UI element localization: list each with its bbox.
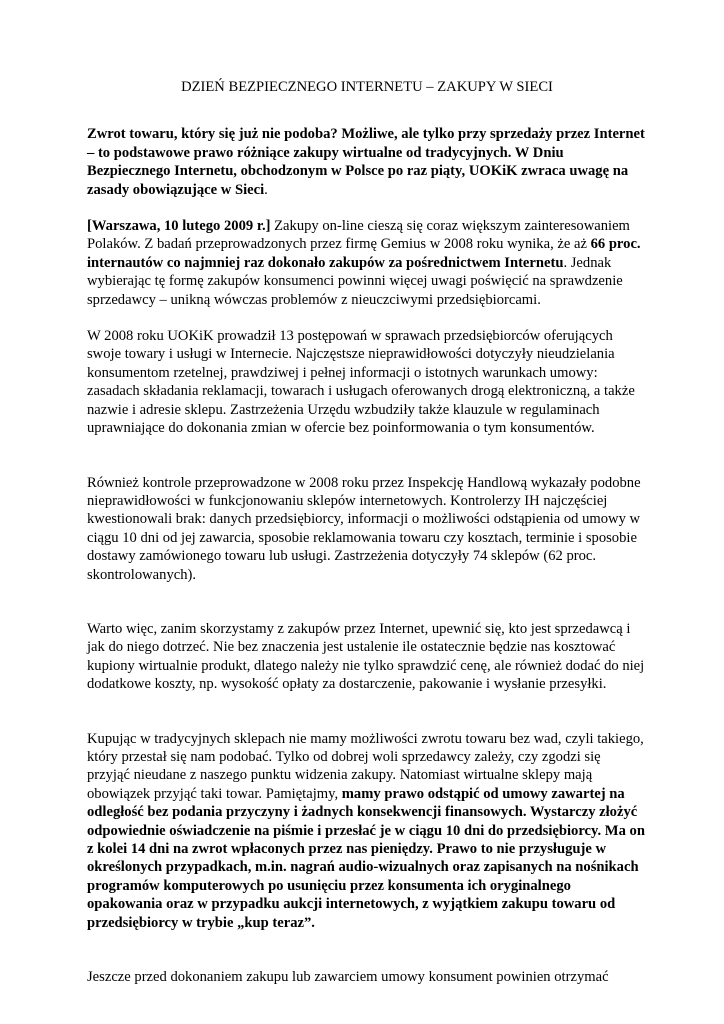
- document-title: DZIEŃ BEZPIECZNEGO INTERNETU – ZAKUPY W SIECI: [181, 79, 553, 95]
- spacer: [87, 694, 647, 730]
- paragraph-3: Również kontrole przeprowadzone w 2008 roku przez Inspekcję Handlową wykazały podobne nieprawidłowości w funkcjonowaniu sklepów internetowych. Kontrolerzy IH najczęściej kwestionowali brak: danych przedsiębiorcy, informacji o możliwości odstąpienia od umowy w ciągu 10 dni od jej zawarcia, sposobie reklamowania towaru czy kosztach, terminie i sposobie dostawy zamówionego towaru lub usługi. Zastrzeżenia dotyczyły 74 sklepów (62 proc. skontrolowanych).: [87, 474, 641, 583]
- paragraph-5: [87, 730, 647, 932]
- dateline: [Warszawa, 10 lutego 2009 r.]: [87, 218, 271, 235]
- paragraph-1-text-a: Zakupy on-line cieszą się coraz większym zainteresowaniem Polaków. Z badań przeprowadzonych przez firmę Gemius w 2008 roku wynika, że aż: [87, 218, 630, 253]
- paragraph-5-bold: mamy prawo odstąpić od umowy zawartej na odległość bez podania przyczyny i żadnych konsekwencji finansowych. Wystarczy złożyć odpowiednie oświadczenie na piśmie i przesłać je w ciągu 10 dni do przedsiębiorcy. Ma on z kolei 14 dni na zwrot wpłaconych przez nas pieniędzy. Prawo to nie przysługuje w określonych przypadkach, m.in. nagrań audio-wizualnych oraz zapisanych na nośnikach programów komputerowych po usunięciu przez konsumenta ich oryginalnego opakowania oraz w przypadku aukcji internetowych, z wyjątkiem zakupu towaru od przedsiębiorcy w trybie „kup teraz”.: [87, 785, 645, 931]
- lead-bold-text: Zwrot towaru, który się już nie podoba? Możliwe, ale tylko przy sprzedaży przez Internet – to podstawowe prawo różniące zakupy wirtualne od tradycyjnych. W Dniu Bezpiecznego Internetu, obchodzonym w Polsce po raz piąty, UOKiK zwraca uwagę na zasady obowiązujące w Sieci: [87, 126, 645, 198]
- spacer: [87, 932, 647, 968]
- paragraph-5-text: Kupując w tradycyjnych sklepach nie mamy możliwości zwrotu towaru bez wad, czyli takiego, który przestał się nam podobać. Tylko od dobrej woli sprzedawcy zależy, czy zgodzi się przyjąć nieudane z naszego punktu widzenia zakupy. Natomiast wirtualne sklepy mają obowiązek przyjąć taki towar. Pamiętajmy,: [87, 730, 644, 802]
- spacer: [87, 199, 647, 217]
- paragraph-2: W 2008 roku UOKiK prowadził 13 postępowań w sprawach przedsiębiorców oferujących swoje towary i usługi w Internecie. Najczęstsze nieprawidłowości dotyczyły nieudzielania konsumentom rzetelnej, prawdziwej i pełnej informacji o istotnych warunkach umowy: zasadach składania reklamacji, towarach i usługach oferowanych drogą elektroniczną, a także nazwie i adresie sklepu. Zastrzeżenia Urzędu wzbudziły także klauzule w regulaminach uprawniające do dokonania zmian w ofercie bez poinformowania o tym konsumentów.: [87, 328, 635, 437]
- paragraph-1: [87, 217, 647, 309]
- paragraph-1-bold: 66 proc. internautów co najmniej raz dokonało zakupów za pośrednictwem Internetu: [87, 236, 641, 271]
- spacer: [87, 309, 647, 327]
- spacer: [87, 438, 647, 474]
- lead-paragraph: [87, 125, 647, 199]
- document-page: [87, 78, 647, 986]
- paragraph-4: Warto więc, zanim skorzystamy z zakupów przez Internet, upewnić się, kto jest sprzedawcą i jak do niego dotrzeć. Nie bez znaczenia jest ustalenie ile ostatecznie będzie nas kosztować kupiony wirtualnie produkt, dlatego należy nie tylko sprawdzić cenę, ale również dodać do niej dodatkowe koszty, np. wysokość opłaty za dostarczenie, pakowanie i wysłanie przesyłki.: [87, 620, 645, 693]
- lead-end: .: [264, 181, 268, 198]
- paragraph-1-text-b: . Jednak wybierając tę formę zakupów konsumenci powinni więcej uwagi poświęcić na sprawdzenie sprzedawcy – unikną wówczas problemów z nieuczciwymi przedsiębiorcami.: [87, 254, 623, 308]
- spacer: [87, 584, 647, 620]
- paragraph-6: Jeszcze przed dokonaniem zakupu lub zawarciem umowy konsument powinien otrzymać: [87, 969, 609, 986]
